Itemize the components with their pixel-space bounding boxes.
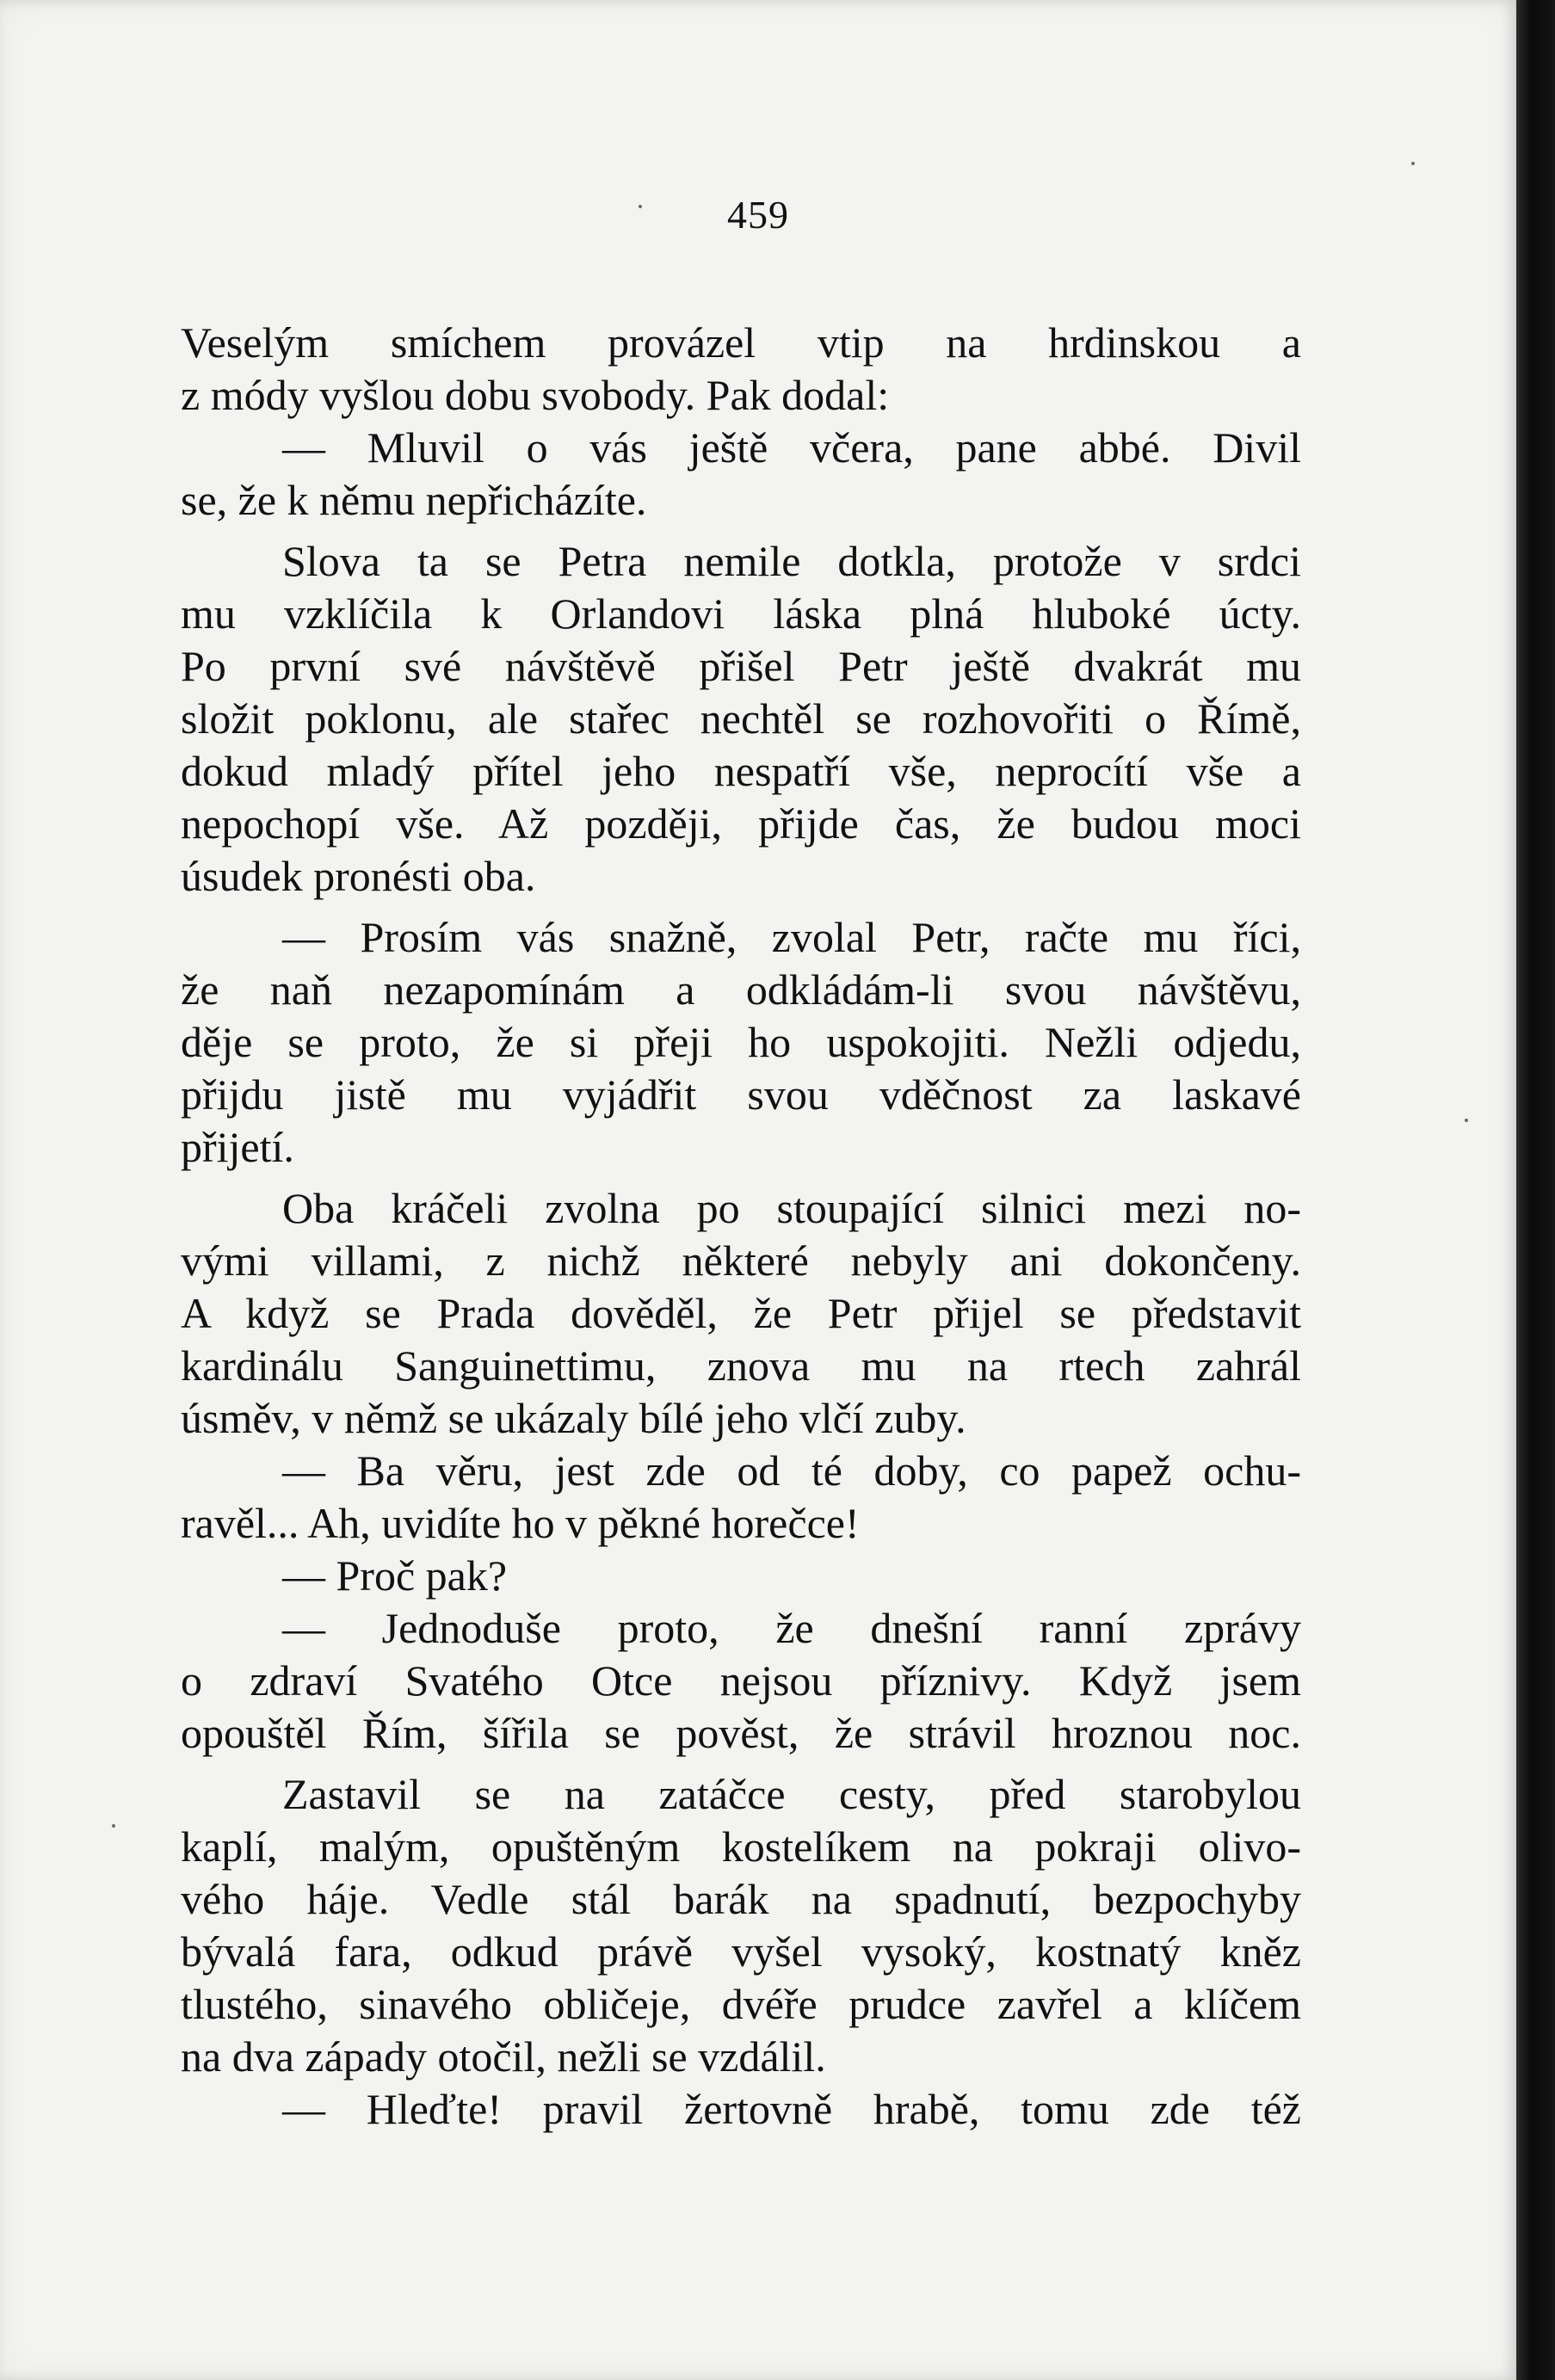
text-line: přijdu jistě mu vyjádřit svou vděčnost za laskavé [181, 1070, 1301, 1119]
text-line: — Mluvil o vás ještě včera, pane abbé. Divil [282, 423, 1301, 472]
text-line: — Jednoduše proto, že dnešní ranní zprávy [282, 1604, 1301, 1652]
text-line: že naň nezapomínám a odkládám-li svou návštěvu, [181, 965, 1301, 1014]
text-line: ravěl... Ah, uvidíte ho v pěkné horečce! [181, 1499, 860, 1547]
text-line: Po první své návštěvě přišel Petr ještě dvakrát mu [181, 642, 1301, 690]
text-line: Oba kráčeli zvolna po stoupající silnici mezi no- [282, 1184, 1301, 1232]
text-line: o zdraví Svatého Otce nejsou příznivy. Když jsem [181, 1656, 1301, 1705]
text-line: Slova ta se Petra nemile dotkla, protože v srdci [282, 537, 1301, 585]
text-line: úsudek pronésti oba. [181, 852, 536, 900]
text-line: se, že k němu nepřicházíte. [181, 476, 647, 524]
text-line: bývalá fara, odkud právě vyšel vysoký, kostnatý kněz [181, 1927, 1301, 1976]
page-number: 459 [727, 193, 789, 237]
text-line: kardinálu Sanguinettimu, znova mu na rtech zahrál [181, 1341, 1301, 1390]
text-line: úsměv, v němž se ukázaly bílé jeho vlčí zuby. [181, 1394, 966, 1442]
paper-speck [1465, 1119, 1468, 1122]
paper-speck [112, 1824, 115, 1828]
body-text [181, 317, 1301, 2136]
text-line: děje se proto, že si přeji ho uspokojiti. Nežli odjedu, [181, 1018, 1301, 1066]
text-line: — Prosím vás snažně, zvolal Petr, račte mu říci, [282, 913, 1301, 961]
text-line: z módy vyšlou dobu svobody. Pak dodal: [181, 371, 890, 419]
text-line: Veselým smíchem provázel vtip na hrdinskou a [181, 318, 1301, 367]
text-line: vého háje. Vedle stál barák na spadnutí, bezpochyby [181, 1875, 1301, 1923]
text-line: na dva západy otočil, nežli se vzdálil. [181, 2032, 826, 2081]
paper-speck [1411, 162, 1415, 165]
text-line: mu vzklíčila k Orlandovi láska plná hluboké úcty. [181, 589, 1301, 638]
text-line: — Ba věru, jest zde od té doby, co papež ochu- [282, 1446, 1301, 1495]
text-line: kaplí, malým, opuštěným kostelíkem na pokraji olivo- [181, 1822, 1301, 1871]
text-line: složit poklonu, ale stařec nechtěl se rozhovořiti o Římě, [181, 694, 1301, 743]
scan-edge [1516, 0, 1555, 2380]
text-line: vými villami, z nichž některé nebyly ani dokončeny. [181, 1236, 1301, 1285]
text-line: A když se Prada dověděl, že Petr přijel se představit [181, 1289, 1301, 1337]
text-line: nepochopí vše. Až později, přijde čas, že budou moci [181, 799, 1301, 848]
text-line: Zastavil se na zatáčce cesty, před starobylou [282, 1770, 1301, 1818]
text-line: — Hleďte! pravil žertovně hrabě, tomu zde též [282, 2085, 1301, 2133]
text-line: přijetí. [181, 1123, 294, 1171]
text-line: tlustého, sinavého obličeje, dvéře prudce zavřel a klíčem [181, 1980, 1301, 2028]
text-line: opouštěl Řím, šířila se pověst, že strávil hroznou noc. [181, 1709, 1301, 1757]
text-line: dokud mladý přítel jeho nespatří vše, neprocítí vše a [181, 747, 1301, 795]
text-line: — Proč pak? [282, 1551, 508, 1600]
paper-speck [639, 205, 642, 208]
